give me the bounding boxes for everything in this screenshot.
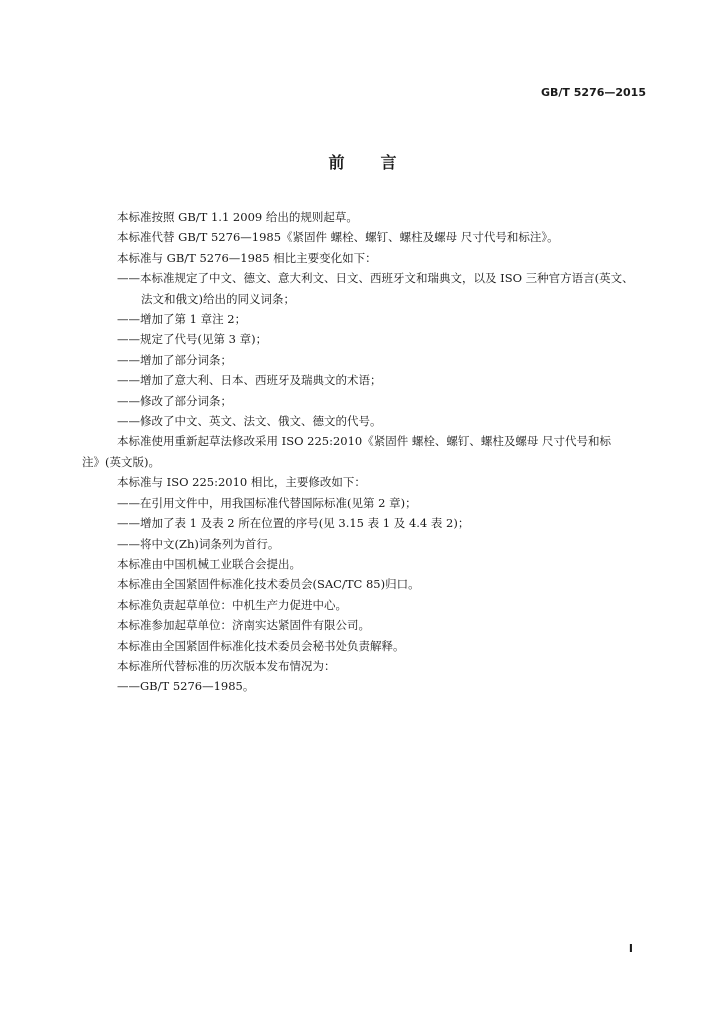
modification-item: ——在引用文件中，用我国标准代替国际标准(见第 2 章)；	[117, 495, 417, 510]
change-item: ——修改了中文、英文、法文、俄文、德文的代号。	[117, 414, 382, 429]
change-item: ——增加了意大利、日本、西班牙及瑞典文的术语；	[117, 373, 382, 388]
paragraph-proposed-by: 本标准由中国机械工业联合会提出。	[117, 556, 301, 571]
modification-item: ——增加了表 1 及表 2 所在位置的序号(见 3.15 表 1 及 4.4 表 2)；	[117, 516, 470, 531]
change-item: ——规定了代号(见第 3 章)；	[117, 332, 268, 347]
page-number: Ⅰ	[628, 942, 633, 955]
paragraph-changes-intro: 本标准与 GB/T 5276—1985 相比主要变化如下：	[117, 250, 377, 265]
paragraph-history-intro: 本标准所代替标准的历次版本发布情况为：	[117, 658, 336, 673]
page-title: 前言	[328, 153, 433, 172]
paragraph-drafting-rule: 本标准按照 GB/T 1.1 2009 给出的规则起草。	[117, 210, 358, 224]
paragraph-replaces: 本标准代替 GB/T 5276—1985《紧固件 螺栓、螺钉、螺柱及螺母 尺寸代号和标注》。	[117, 230, 559, 245]
change-item: ——增加了第 1 章注 2；	[117, 312, 247, 327]
paragraph-modifications-intro: 本标准与 ISO 225:2010 相比，主要修改如下：	[117, 475, 366, 490]
change-item: ——修改了部分词条；	[117, 393, 232, 408]
change-item: ——增加了部分词条；	[117, 352, 232, 367]
paragraph-main-drafter: 本标准负责起草单位：中机生产力促进中心。	[117, 597, 347, 612]
modification-item: ——将中文(Zh)词条列为首行。	[117, 536, 280, 551]
paragraph-adoption-continuation: 注》(英文版)。	[82, 454, 160, 469]
standard-code: GB/T 5276—2015	[541, 86, 646, 99]
paragraph-adoption: 本标准使用重新起草法修改采用 ISO 225:2010《紧固件 螺栓、螺钉、螺柱及螺母 尺寸代号和标	[117, 434, 612, 449]
paragraph-under-jurisdiction: 本标准由全国紧固件标准化技术委员会(SAC/TC 85)归口。	[117, 577, 420, 592]
paragraph-participating-drafter: 本标准参加起草单位：济南实达紧固件有限公司。	[117, 618, 370, 633]
change-item-continuation: 法文和俄文)给出的同义词条；	[141, 291, 295, 306]
document-body	[82, 207, 647, 697]
history-item: ——GB/T 5276—1985。	[117, 679, 255, 694]
change-item: ——本标准规定了中文、德文、意大利文、日文、西班牙文和瑞典文，以及 ISO 三种官方语言(英文、	[117, 271, 634, 286]
paragraph-interpretation: 本标准由全国紧固件标准化技术委员会秘书处负责解释。	[117, 638, 405, 653]
